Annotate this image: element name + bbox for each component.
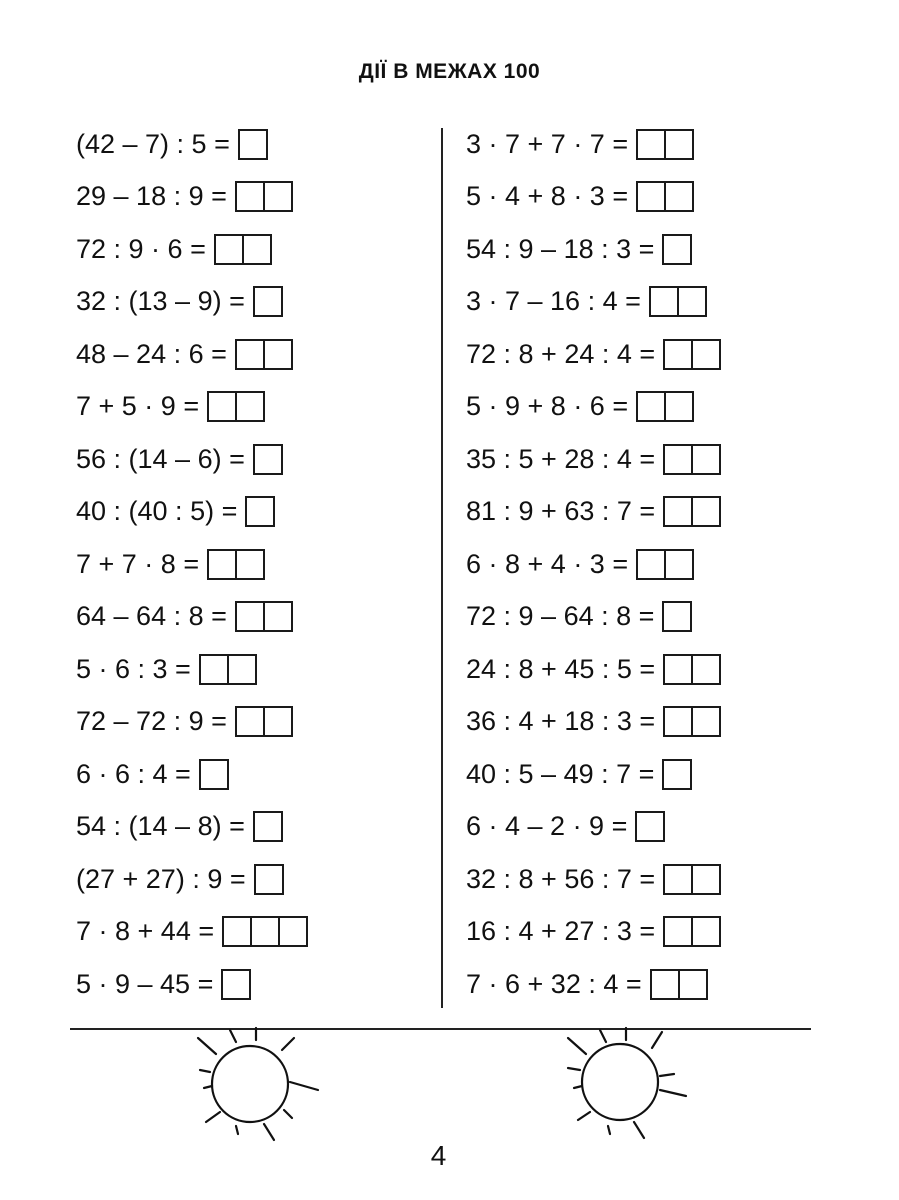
exercise-row	[466, 381, 721, 434]
answer-boxes	[214, 234, 272, 265]
answer-digit-box[interactable]	[636, 129, 666, 160]
answer-digit-box[interactable]	[663, 339, 693, 370]
answer-digit-box[interactable]	[636, 181, 666, 212]
exercise-expression: 7 + 7 · 8 =	[76, 548, 200, 579]
answer-boxes	[662, 234, 692, 265]
answer-digit-box[interactable]	[227, 654, 257, 685]
exercise-expression: 3 · 7 – 16 : 4 =	[466, 286, 641, 317]
answer-boxes	[238, 129, 268, 160]
exercise-row	[76, 171, 308, 224]
answer-boxes	[662, 601, 692, 632]
answer-digit-box[interactable]	[664, 391, 694, 422]
answer-digit-box[interactable]	[263, 339, 293, 370]
answer-boxes	[235, 181, 293, 212]
exercise-expression: 32 : 8 + 56 : 7 =	[466, 863, 656, 894]
exercise-expression: 54 : (14 – 8) =	[76, 811, 245, 842]
answer-digit-box[interactable]	[636, 549, 666, 580]
answer-digit-box[interactable]	[207, 391, 237, 422]
answer-boxes	[649, 286, 707, 317]
exercise-expression: 5 · 9 + 8 · 6 =	[466, 391, 629, 422]
exercise-expression: 72 : 9 · 6 =	[76, 233, 206, 264]
exercise-row	[466, 171, 721, 224]
exercise-expression: 6 · 6 : 4 =	[76, 758, 191, 789]
answer-digit-box[interactable]	[664, 181, 694, 212]
answer-digit-box[interactable]	[250, 916, 280, 947]
exercise-expression: 6 · 8 + 4 · 3 =	[466, 548, 629, 579]
answer-digit-box[interactable]	[221, 969, 251, 1000]
exercise-expression: 6 · 4 – 2 · 9 =	[466, 811, 628, 842]
exercise-expression: 40 : (40 : 5) =	[76, 496, 238, 527]
exercise-expression: 5 · 9 – 45 =	[76, 968, 214, 999]
sun-icon	[180, 1026, 330, 1146]
answer-digit-box[interactable]	[235, 706, 265, 737]
exercise-row	[76, 381, 308, 434]
exercise-expression: 35 : 5 + 28 : 4 =	[466, 443, 656, 474]
exercise-row	[466, 591, 721, 644]
answer-digit-box[interactable]	[263, 601, 293, 632]
exercise-expression: 54 : 9 – 18 : 3 =	[466, 233, 655, 264]
answer-digit-box[interactable]	[678, 969, 708, 1000]
exercise-row	[76, 538, 308, 591]
answer-digit-box[interactable]	[235, 549, 265, 580]
exercise-row	[466, 433, 721, 486]
answer-digit-box[interactable]	[263, 181, 293, 212]
exercise-row	[76, 486, 308, 539]
answer-digit-box[interactable]	[691, 706, 721, 737]
exercise-expression: 32 : (13 – 9) =	[76, 286, 245, 317]
exercise-expression: (42 – 7) : 5 =	[76, 128, 230, 159]
exercise-row	[466, 118, 721, 171]
answer-digit-box[interactable]	[663, 654, 693, 685]
exercise-row	[76, 906, 308, 959]
exercise-row	[76, 958, 308, 1011]
answer-boxes	[235, 339, 293, 370]
answer-digit-box[interactable]	[691, 496, 721, 527]
exercise-row	[76, 328, 308, 381]
answer-digit-box[interactable]	[663, 916, 693, 947]
exercise-row	[76, 696, 308, 749]
answer-boxes	[636, 129, 694, 160]
exercise-expression: (27 + 27) : 9 =	[76, 863, 246, 894]
answer-digit-box[interactable]	[235, 391, 265, 422]
answer-digit-box[interactable]	[664, 549, 694, 580]
answer-digit-box[interactable]	[263, 706, 293, 737]
exercise-row	[466, 223, 721, 276]
answer-boxes	[663, 706, 721, 737]
exercise-expression: 7 · 6 + 32 : 4 =	[466, 968, 642, 999]
answer-digit-box[interactable]	[253, 286, 283, 317]
answer-digit-box[interactable]	[662, 601, 692, 632]
answer-digit-box[interactable]	[254, 864, 284, 895]
exercise-row	[76, 223, 308, 276]
answer-digit-box[interactable]	[253, 811, 283, 842]
exercise-expression: 36 : 4 + 18 : 3 =	[466, 706, 656, 737]
answer-digit-box[interactable]	[662, 234, 692, 265]
exercise-row	[76, 801, 308, 854]
page-title: ДІЇ В МЕЖАХ 100	[358, 60, 541, 83]
exercise-row	[466, 538, 721, 591]
answer-boxes	[254, 864, 284, 895]
answer-boxes	[663, 496, 721, 527]
answer-boxes	[199, 759, 229, 790]
answer-boxes	[222, 916, 308, 947]
exercise-row	[466, 853, 721, 906]
answer-digit-box[interactable]	[238, 129, 268, 160]
answer-digit-box[interactable]	[650, 969, 680, 1000]
exercise-row	[466, 328, 721, 381]
answer-digit-box[interactable]	[253, 444, 283, 475]
exercise-row	[76, 118, 308, 171]
answer-digit-box[interactable]	[222, 916, 252, 947]
exercise-expression: 16 : 4 + 27 : 3 =	[466, 916, 656, 947]
exercise-row	[466, 748, 721, 801]
exercise-expression: 48 – 24 : 6 =	[76, 338, 227, 369]
exercise-expression: 5 · 4 + 8 · 3 =	[466, 181, 629, 212]
answer-digit-box[interactable]	[235, 339, 265, 370]
left-exercise-column	[76, 118, 308, 1011]
answer-boxes	[636, 391, 694, 422]
answer-boxes	[650, 969, 708, 1000]
answer-boxes	[635, 811, 665, 842]
exercise-expression: 3 · 7 + 7 · 7 =	[466, 128, 629, 159]
answer-digit-box[interactable]	[242, 234, 272, 265]
answer-digit-box[interactable]	[649, 286, 679, 317]
answer-boxes	[663, 916, 721, 947]
answer-boxes	[253, 444, 283, 475]
column-divider	[441, 128, 443, 1008]
exercise-row	[76, 853, 308, 906]
answer-digit-box[interactable]	[691, 654, 721, 685]
exercise-expression: 7 · 8 + 44 =	[76, 916, 215, 947]
sun-icon	[550, 1026, 700, 1146]
answer-digit-box[interactable]	[691, 339, 721, 370]
exercise-row	[76, 591, 308, 644]
exercise-row	[466, 801, 721, 854]
answer-boxes	[221, 969, 251, 1000]
exercise-row	[466, 696, 721, 749]
answer-digit-box[interactable]	[245, 496, 275, 527]
exercise-row	[76, 433, 308, 486]
exercise-expression: 7 + 5 · 9 =	[76, 391, 200, 422]
exercise-expression: 72 : 9 – 64 : 8 =	[466, 601, 655, 632]
exercise-row	[76, 276, 308, 329]
answer-digit-box[interactable]	[662, 759, 692, 790]
exercise-expression: 5 · 6 : 3 =	[76, 653, 191, 684]
answer-digit-box[interactable]	[214, 234, 244, 265]
answer-boxes	[207, 549, 265, 580]
answer-boxes	[235, 601, 293, 632]
exercise-row	[466, 276, 721, 329]
answer-digit-box[interactable]	[677, 286, 707, 317]
exercise-expression: 72 – 72 : 9 =	[76, 706, 227, 737]
answer-digit-box[interactable]	[278, 916, 308, 947]
answer-digit-box[interactable]	[663, 444, 693, 475]
answer-digit-box[interactable]	[636, 391, 666, 422]
answer-digit-box[interactable]	[235, 181, 265, 212]
exercise-expression: 72 : 8 + 24 : 4 =	[466, 338, 656, 369]
exercise-expression: 24 : 8 + 45 : 5 =	[466, 653, 656, 684]
exercise-row	[76, 748, 308, 801]
answer-boxes	[199, 654, 257, 685]
answer-boxes	[253, 811, 283, 842]
answer-boxes	[662, 759, 692, 790]
exercise-row	[466, 486, 721, 539]
answer-digit-box[interactable]	[691, 864, 721, 895]
answer-boxes	[636, 549, 694, 580]
answer-digit-box[interactable]	[635, 811, 665, 842]
page-number: 4	[430, 1140, 447, 1171]
answer-boxes	[636, 181, 694, 212]
exercise-expression: 56 : (14 – 6) =	[76, 443, 245, 474]
answer-boxes	[207, 391, 265, 422]
exercise-row	[466, 958, 721, 1011]
right-exercise-column	[466, 118, 721, 1011]
exercise-expression: 81 : 9 + 63 : 7 =	[466, 496, 656, 527]
exercise-row	[76, 643, 308, 696]
answer-digit-box[interactable]	[664, 129, 694, 160]
exercise-expression: 64 – 64 : 8 =	[76, 601, 227, 632]
answer-boxes	[253, 286, 283, 317]
answer-digit-box[interactable]	[199, 759, 229, 790]
exercise-expression: 40 : 5 – 49 : 7 =	[466, 758, 655, 789]
answer-digit-box[interactable]	[663, 706, 693, 737]
answer-boxes	[663, 654, 721, 685]
answer-digit-box[interactable]	[663, 864, 693, 895]
exercise-expression: 29 – 18 : 9 =	[76, 181, 227, 212]
answer-digit-box[interactable]	[207, 549, 237, 580]
answer-boxes	[663, 339, 721, 370]
answer-digit-box[interactable]	[235, 601, 265, 632]
answer-boxes	[245, 496, 275, 527]
answer-boxes	[663, 864, 721, 895]
answer-digit-box[interactable]	[663, 496, 693, 527]
answer-digit-box[interactable]	[691, 916, 721, 947]
answer-digit-box[interactable]	[691, 444, 721, 475]
answer-boxes	[235, 706, 293, 737]
answer-boxes	[663, 444, 721, 475]
exercise-row	[466, 906, 721, 959]
answer-digit-box[interactable]	[199, 654, 229, 685]
exercise-row	[466, 643, 721, 696]
